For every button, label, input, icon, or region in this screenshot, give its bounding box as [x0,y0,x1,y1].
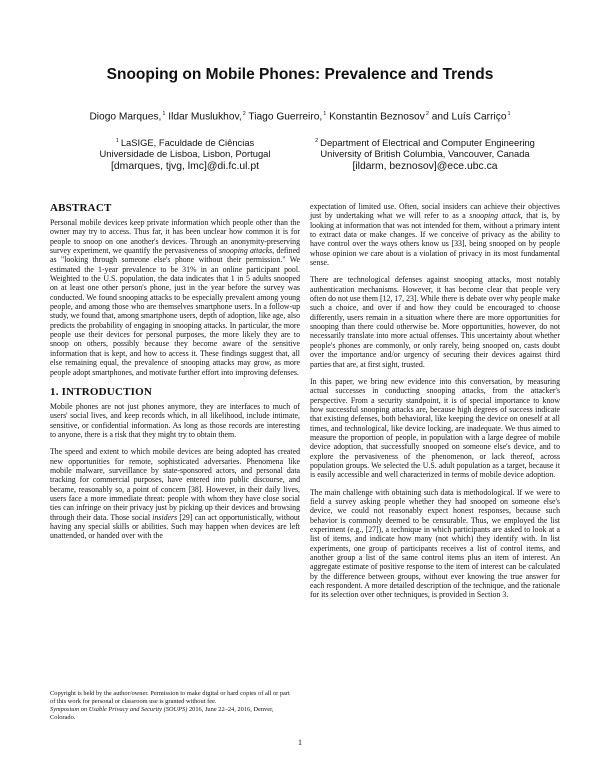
affil-email: [ildarm, beznosov]@ece.ubc.ca [352,160,498,172]
author-affil-mark: 2 [425,111,429,117]
body-paragraph: In this paper, we bring new evidence into this conversation, by measuring actual successes in conducting snooping attacks, from the attacker's perspective. From a security standpoint, it is of special importance to know how successful snooping attacks are, because high degrees of success indicate that existing defenses, both behavioral, like keeping the device on oneself at all times, and technological, like device locking, are inadequate. We thus aimed to measure the proportion of people, in population with a large degree of mobile device adoption, that successfully snooped on someone else's device, and to explore the pervasiveness of the phenomenon, or lack thereof, across population groups. We selected the U.S. adult population as a target, because it is easily accessible and well characterized in terms of mobile device adoption. [310,376,560,480]
author-affil-mark: 2 [242,111,246,117]
venue-text: Symposium on Usable Privacy and Security (SOUPS) 2016, June 22–24, 2016, Denver, Colorado. [50,705,274,721]
copyright-footnote [50,690,292,722]
author-affil-mark: 1 [507,111,511,117]
paper-title: Snooping on Mobile Phones: Prevalence and Trends [106,66,494,83]
author-list [0,111,600,122]
affiliation-lasige [60,136,310,173]
affiliation-ubc [300,136,550,173]
section-heading-introduction: 1. INTRODUCTION [50,385,153,398]
affil-line: Department of Electrical and Computer Engineering [320,137,535,149]
author-name: Diogo Marques, [89,111,162,123]
author-affil-mark: 1 [162,111,166,117]
abstract-heading: ABSTRACT [50,202,112,214]
body-paragraph: The main challenge with obtaining such data is methodological. If we were to field a survey asking people whether they had snooped on someone else's device, we could not reasonably expect honest responses, because such behavior is commonly deemed to be censurable. Thus, we employed the list experiment (e.g., [27]), a technique in which participants are asked to look at a list of items, and indicate how many (not which) they identify with. In list experiments, one group of participants receives a list of control items, and another group a list of the same control items plus an item of interest. An aggregate estimate of positive response to the item of interest can be calculated by the difference between groups, without ever knowing the true answer for each respondent. A more detailed description of the technique, and the rationale for its selection over other techniques, is provided in Section 3. [310,487,560,600]
body-paragraph: There are technological defenses against snooping attacks, most notably authentication mechanisms. However, it has become clear that people very often do not use them [12, 17, 23]. While there is debate over why people make such a choice, and over if and how they could be encouraged to choose differently, users remain in a situation where there are more opportunities for snooping than there could otherwise be. More opportunities, however, do not necessarily translate into more actual offenses. This uncertainty about whether people's phones are commonly, or only rarely, being snooped on, casts doubt over the importance and/or urgency of securing their devices against third parties that are, at first sight, trusted. [310,275,560,369]
abstract-text: Personal mobile devices keep private information which people other than the owner may try to access. Thus far, it has been unclear how common it is for people to snoop on one another's devices. Through an anonymity-preserving survey experiment, we quantify the pervasiveness of snooping attacks, defined as "looking through someone else's phone without their permission." We estimated the 1-year prevalence to be 31% in an online participant pool. Weighted to the U.S. population, the data indicates that 1 in 5 adults snooped on at least one other person's phone, just in the year before the survey was conducted. We found snooping attacks to be especially prevalent among young people, and among those who are themselves smartphone users. In a follow-up study, we found that, among smartphone users, depth of adoption, like age, also predicts the probability of engaging in snooping attacks. In particular, the more people use their devices for personal purposes, the more likely they are to snoop on others, possibly because they become aware of the sensitive information that is kept, and how to access it. These findings suggest that, all else remaining equal, the prevalence of snooping attacks may grow, as more people adopt smartphones, and motivate further effort into improving defenses. [50,218,300,377]
author-name: and Luís Carriço [431,111,507,123]
affil-line: Universidade de Lisboa, Lisbon, Portugal [99,148,271,160]
intro-paragraph: The speed and extent to which mobile devices are being adopted has created new opportunities for remote, sophisticated adversaries. Phenomena like mobile malware, surveillance by state-sponsored actors, and personal data tracking for commercial purposes, have entered into public discourse, and became, reasonably so, a point of concern [38]. However, in their daily lives, users face a more immediate threat: people with whom they have close social ties can infringe on their privacy just by picking up their devices and browsing through their data. Those social insiders [29] can act opportunistically, without having any special skills or abilities. Such may happen when devices are left unattended, or handed over with the [50,447,300,541]
author-name: Konstantin Beznosov [329,111,425,123]
page-number: 1 [298,738,302,747]
affil-mark: 1 [115,138,119,144]
affil-mark: 2 [315,138,319,144]
author-affil-mark: 1 [323,111,327,117]
body-paragraph: expectation of limited use. Often, social insiders can achieve their objectives just by undertaking what we will refer to as a snooping attack, that is, by looking at information that was not intended for them, without a primary intent to extract data or make changes. If we conceive of privacy as the ability to have control over the ways others know us [33], being snooped on by people whose opinion we care about is a violation of privacy in its most fundamental sense. [310,202,561,268]
left-column [50,202,300,549]
author-name: Ildar Muslukhov, [168,111,242,123]
intro-paragraph: Mobile phones are not just phones anymore, they are interfaces to much of users' social lives, and keep records which, in all likelihood, include intimate, sensitive, or confidential information. As long as those records are interesting to anyone, there is a risk that they might try to obtain them. [50,401,300,439]
affil-line: LaSIGE, Faculdade de Ciências [120,137,255,149]
author-name: Tiago Guerreiro, [248,111,323,123]
copyright-text: Copyright is held by the author/owner. Permission to make digital or hard copies of all or part of this work for personal or classroom use is granted without fee. [50,690,290,705]
right-column [310,202,560,608]
affil-email: [dmarques, tjvg, lmc]@di.fc.ul.pt [111,160,259,172]
affil-line: University of British Columbia, Vancouver, Canada [320,148,530,160]
